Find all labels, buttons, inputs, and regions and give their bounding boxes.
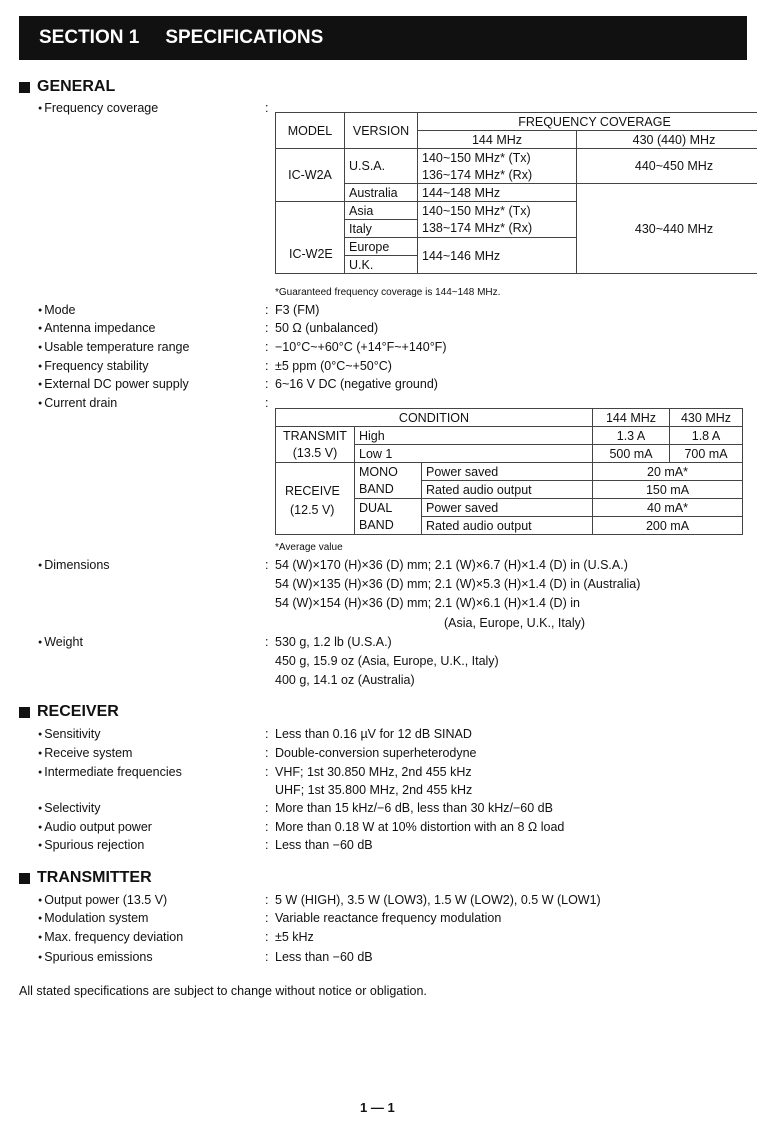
- sensitivity-value: Less than 0.16 µV for 12 dB SINAD: [275, 727, 472, 741]
- section-title: SPECIFICATIONS: [165, 27, 324, 48]
- dimensions-line-2: 54 (W)×135 (H)×36 (D) mm; 2.1 (W)×5.3 (H)×1.4 (D) in (Australia): [275, 577, 641, 591]
- mode-value: F3 (FM): [275, 303, 320, 317]
- modulation-label: ● Modulation system: [38, 911, 148, 925]
- transmitter-heading: TRANSMITTER: [19, 869, 152, 887]
- dc-supply-value: 6~16 V DC (negative ground): [275, 377, 438, 391]
- audio-output-value: More than 0.18 W at 10% distortion with an 8 Ω load: [275, 820, 565, 834]
- selectivity-value: More than 15 kHz/−6 dB, less than 30 kHz/−60 dB: [275, 801, 553, 815]
- section-banner: [19, 16, 747, 60]
- spurious-emissions-value: Less than −60 dB: [275, 950, 373, 964]
- output-power-label: ● Output power (13.5 V): [38, 893, 167, 907]
- modulation-value: Variable reactance frequency modulation: [275, 911, 502, 925]
- general-heading: GENERAL: [19, 78, 115, 96]
- selectivity-label: ● Selectivity: [38, 801, 101, 815]
- section-number: SECTION 1: [39, 27, 140, 48]
- antenna-value: 50 Ω (unbalanced): [275, 321, 379, 335]
- disclaimer: All stated specifications are subject to change without notice or obligation.: [19, 984, 427, 998]
- deviation-value: ±5 kHz: [275, 930, 314, 944]
- dimensions-line-3: 54 (W)×154 (H)×36 (D) mm; 2.1 (W)×6.1 (H)×1.4 (D) in: [275, 596, 580, 610]
- receiver-heading: RECEIVER: [19, 703, 119, 721]
- square-bullet-icon: [19, 873, 30, 884]
- audio-output-label: ● Audio output power: [38, 820, 152, 834]
- current-drain-table: CONDITION 144 MHz 430 MHz TRANSMIT High 1.3 A 1.8 A (13.5 V) Low 1 500 mA 700 mA MONO Power saved 20 mA* BAND Rated audio output 150 mA DUAL Power saved 40 mA* BAND Rated audio output 200 mA: [275, 408, 743, 535]
- page-number: 1 — 1: [360, 1100, 395, 1115]
- temperature-label: ● Usable temperature range: [38, 340, 189, 354]
- weight-line-1: 530 g, 1.2 lb (U.S.A.): [275, 635, 392, 649]
- sensitivity-label: ● Sensitivity: [38, 727, 101, 741]
- spurious-emissions-label: ● Spurious emissions: [38, 950, 153, 964]
- antenna-label: ● Antenna impedance: [38, 321, 155, 335]
- spurious-rejection-value: Less than −60 dB: [275, 838, 373, 852]
- frequency-coverage-table: MODEL VERSION FREQUENCY COVERAGE 144 MHz 430 (440) MHz IC-W2A U.S.A. 140~150 MHz* (Tx) 440~450 MHz 136~174 MHz* (Rx) Australia 144~148 MHz 430~440 MHz Asia 140~150 MHz* (Tx) Italy 138~174 MHz* (Rx) Europe 144~146 MHz U.K.: [275, 112, 757, 274]
- output-power-value: 5 W (HIGH), 3.5 W (LOW3), 1.5 W (LOW2), 0.5 W (LOW1): [275, 893, 601, 907]
- deviation-label: ● Max. frequency deviation: [38, 930, 183, 944]
- freq-note: *Guaranteed frequency coverage is 144~148 MHz.: [275, 287, 501, 298]
- stability-value: ±5 ppm (0°C~+50°C): [275, 359, 392, 373]
- current-note: *Average value: [275, 542, 343, 553]
- weight-line-2: 450 g, 15.9 oz (Asia, Europe, U.K., Italy): [275, 654, 499, 668]
- if-vhf: VHF; 1st 30.850 MHz, 2nd 455 kHz: [275, 765, 472, 779]
- weight-line-3: 400 g, 14.1 oz (Australia): [275, 673, 415, 687]
- model-ic-w2e: IC-W2E: [289, 247, 333, 261]
- freq-coverage-label: ● Frequency coverage: [38, 101, 158, 115]
- square-bullet-icon: [19, 82, 30, 93]
- receive-voltage: (12.5 V): [290, 503, 335, 517]
- if-uhf: UHF; 1st 35.800 MHz, 2nd 455 kHz: [275, 783, 473, 797]
- spurious-rejection-label: ● Spurious rejection: [38, 838, 144, 852]
- weight-label: ● Weight: [38, 635, 83, 649]
- temperature-value: −10°C~+60°C (+14°F~+140°F): [275, 340, 447, 354]
- stability-label: ● Frequency stability: [38, 359, 148, 373]
- if-label: ● Intermediate frequencies: [38, 765, 182, 779]
- dimensions-line-4: (Asia, Europe, U.K., Italy): [444, 616, 586, 630]
- mode-label: ● Mode: [38, 303, 76, 317]
- dc-supply-label: ● External DC power supply: [38, 377, 189, 391]
- receive-system-label: ● Receive system: [38, 746, 132, 760]
- dimensions-label: ● Dimensions: [38, 558, 110, 572]
- current-drain-label: ● Current drain: [38, 396, 117, 410]
- receive-system-value: Double-conversion superheterodyne: [275, 746, 477, 760]
- dimensions-line-1: 54 (W)×170 (H)×36 (D) mm; 2.1 (W)×6.7 (H)×1.4 (D) in (U.S.A.): [275, 558, 628, 572]
- square-bullet-icon: [19, 707, 30, 718]
- receive-label: RECEIVE: [285, 484, 340, 498]
